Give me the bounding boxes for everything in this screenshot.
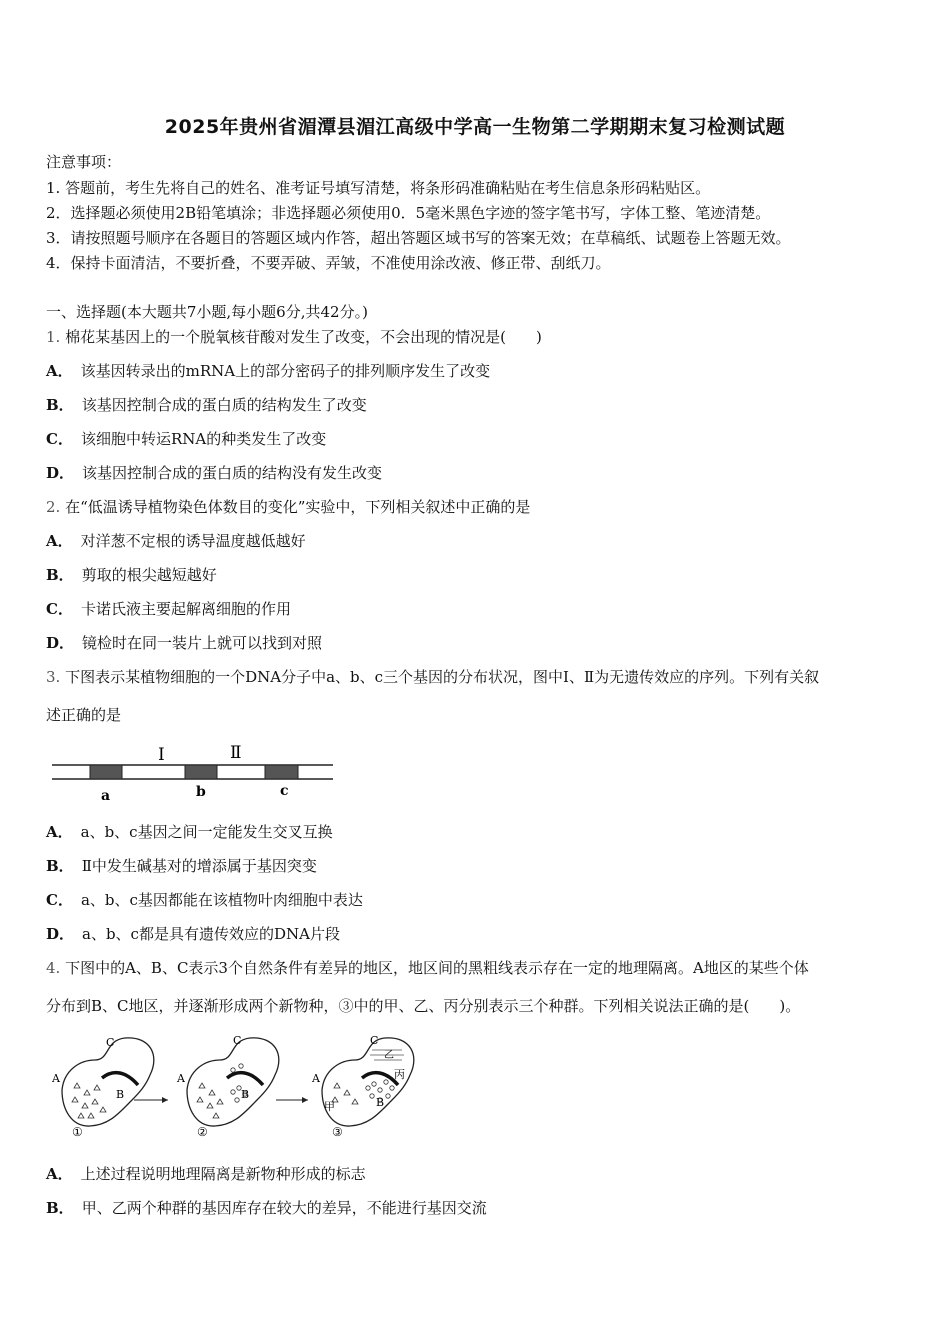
question-number: 4. (46, 959, 61, 977)
notice-heading: 注意事项： (46, 153, 122, 171)
panel-number-2: ② (197, 1125, 208, 1139)
question-text: 下图中的A、B、C表示3个自然条件有差异的地区，地区间的黑粗线表示存在一定的地理隔离。A地区的某些个体 (65, 959, 809, 977)
option-letter: C． (46, 891, 73, 909)
question-text: 在“低温诱导植物染色体数目的变化”实验中，下列相关叙述中正确的是 (65, 498, 531, 516)
option-c[interactable] (46, 429, 326, 449)
option-letter: D． (46, 634, 75, 652)
question-3-stem (46, 667, 819, 687)
option-d[interactable] (46, 924, 340, 944)
label-gene-c: c (280, 783, 289, 799)
label-gene-a: a (101, 788, 111, 804)
option-letter: A． (46, 823, 73, 841)
option-c[interactable] (46, 599, 291, 619)
notice-item: 4．保持卡面清洁，不要折叠，不要弄破、弄皱，不准使用涂改液、修正带、刮纸刀。 (46, 254, 611, 272)
option-text: a、b、c都是具有遗传效应的DNA片段 (82, 925, 340, 943)
section-heading: 一、选择题(本大题共7小题,每小题6分,共42分。) (46, 303, 368, 321)
option-a[interactable] (46, 531, 306, 551)
question-number: 1. (46, 328, 61, 346)
region-label-b: B (241, 1088, 250, 1101)
option-a[interactable] (46, 361, 490, 381)
population-label-bing: 丙 (394, 1068, 405, 1081)
option-c[interactable] (46, 890, 363, 910)
arrow-head-2 (302, 1097, 308, 1103)
page-title: 2025年贵州省湄潭县湄江高级中学高一生物第二学期期末复习检测试题 (164, 116, 786, 138)
option-a[interactable] (46, 1164, 366, 1184)
dna-gene-diagram (50, 732, 340, 810)
label-gene-b: b (196, 784, 206, 800)
panel-number-3: ③ (332, 1125, 343, 1139)
population-label-yi: 乙 (384, 1050, 394, 1061)
notice-item: 1. 答题前，考生先将自己的姓名、准考证号填写清楚，将条形码准确粘贴在考生信息条形码粘贴区。 (46, 179, 711, 197)
option-text: 甲、乙两个种群的基因库存在较大的差异，不能进行基因交流 (81, 1199, 487, 1217)
region-label-a: A (312, 1072, 320, 1085)
region-label-c: C (370, 1034, 379, 1047)
option-text: 卡诺氏液主要起解离细胞的作用 (80, 600, 291, 618)
option-text: 该基因控制合成的蛋白质的结构没有发生改变 (82, 464, 383, 482)
region-label-b: B (376, 1096, 385, 1109)
option-b[interactable] (46, 565, 217, 585)
speciation-diagram (50, 1030, 420, 1142)
label-seq-II: Ⅱ (230, 743, 242, 763)
option-text: 该基因控制合成的蛋白质的结构发生了改变 (81, 396, 367, 414)
question-number: 3. (46, 668, 61, 686)
label-seq-I: Ⅰ (158, 745, 165, 765)
arrow-head-1 (162, 1097, 168, 1103)
option-text: 该细胞中转运RNA的种类发生了改变 (80, 430, 327, 448)
panel-1 (51, 1036, 154, 1139)
question-3-stem-cont: 述正确的是 (46, 706, 122, 724)
option-letter: C． (46, 430, 73, 448)
question-1-stem (46, 327, 542, 347)
question-number: 2. (46, 498, 61, 516)
panel-2 (176, 1034, 279, 1139)
question-text: 棉花某基因上的一个脱氧核苷酸对发生了改变，不会出现的情况是( ) (65, 328, 542, 346)
question-text: 下图表示某植物细胞的一个DNA分子中a、b、c三个基因的分布状况，图中Ⅰ、Ⅱ为无遗传效应的序列。下列有关叙 (65, 668, 820, 686)
option-b[interactable] (46, 856, 317, 876)
option-text: a、b、c基因都能在该植物叶肉细胞中表达 (80, 891, 363, 909)
panel-number-1: ① (72, 1125, 83, 1139)
gene-c-segment (265, 765, 298, 779)
option-letter: B． (46, 1199, 74, 1217)
notice-item: 3．请按照题号顺序在各题目的答题区域内作答，超出答题区域书写的答案无效；在草稿纸、试题卷上答题无效。 (46, 229, 791, 247)
option-d[interactable] (46, 633, 322, 653)
option-text: Ⅱ中发生碱基对的增添属于基因突变 (81, 857, 317, 875)
question-4-stem-cont: 分布到B、C地区，并逐渐形成两个新物种，③中的甲、乙、丙分别表示三个种群。下列相关说法正确的是( )。 (46, 997, 801, 1015)
option-letter: B． (46, 396, 74, 414)
option-letter: B． (46, 566, 74, 584)
option-letter: A． (46, 362, 73, 380)
region-label-c: C (233, 1034, 242, 1047)
region-label-a: A (52, 1072, 60, 1085)
option-text: 该基因转录出的mRNA上的部分密码子的排列顺序发生了改变 (80, 362, 491, 380)
option-letter: D． (46, 925, 75, 943)
region-label-a: A (177, 1072, 185, 1085)
option-text: 上述过程说明地理隔离是新物种形成的标志 (80, 1165, 366, 1183)
region-label-b: B (116, 1088, 125, 1101)
option-letter: D． (46, 464, 75, 482)
option-letter: A． (46, 1165, 73, 1183)
option-d[interactable] (46, 463, 382, 483)
option-text: 镜检时在同一装片上就可以找到对照 (82, 634, 323, 652)
question-4-stem (46, 958, 809, 978)
panel-3 (311, 1034, 414, 1139)
option-letter: A． (46, 532, 73, 550)
option-letter: B． (46, 857, 74, 875)
option-a[interactable] (46, 822, 333, 842)
option-text: 剪取的根尖越短越好 (81, 566, 217, 584)
question-2-stem (46, 497, 530, 517)
option-text: 对洋葱不定根的诱导温度越低越好 (80, 532, 306, 550)
gene-b-segment (185, 765, 217, 779)
region-label-c: C (106, 1036, 115, 1049)
option-b[interactable] (46, 395, 367, 415)
notice-item: 2．选择题必须使用2B铅笔填涂；非选择题必须使用0．5毫米黑色字迹的签字笔书写，字体工整、笔迹清楚。 (46, 204, 771, 222)
gene-a-segment (90, 765, 122, 779)
option-b[interactable] (46, 1198, 487, 1218)
option-text: a、b、c基因之间一定能发生交叉互换 (80, 823, 333, 841)
option-letter: C． (46, 600, 73, 618)
population-label-jia: 甲 (324, 1100, 335, 1113)
